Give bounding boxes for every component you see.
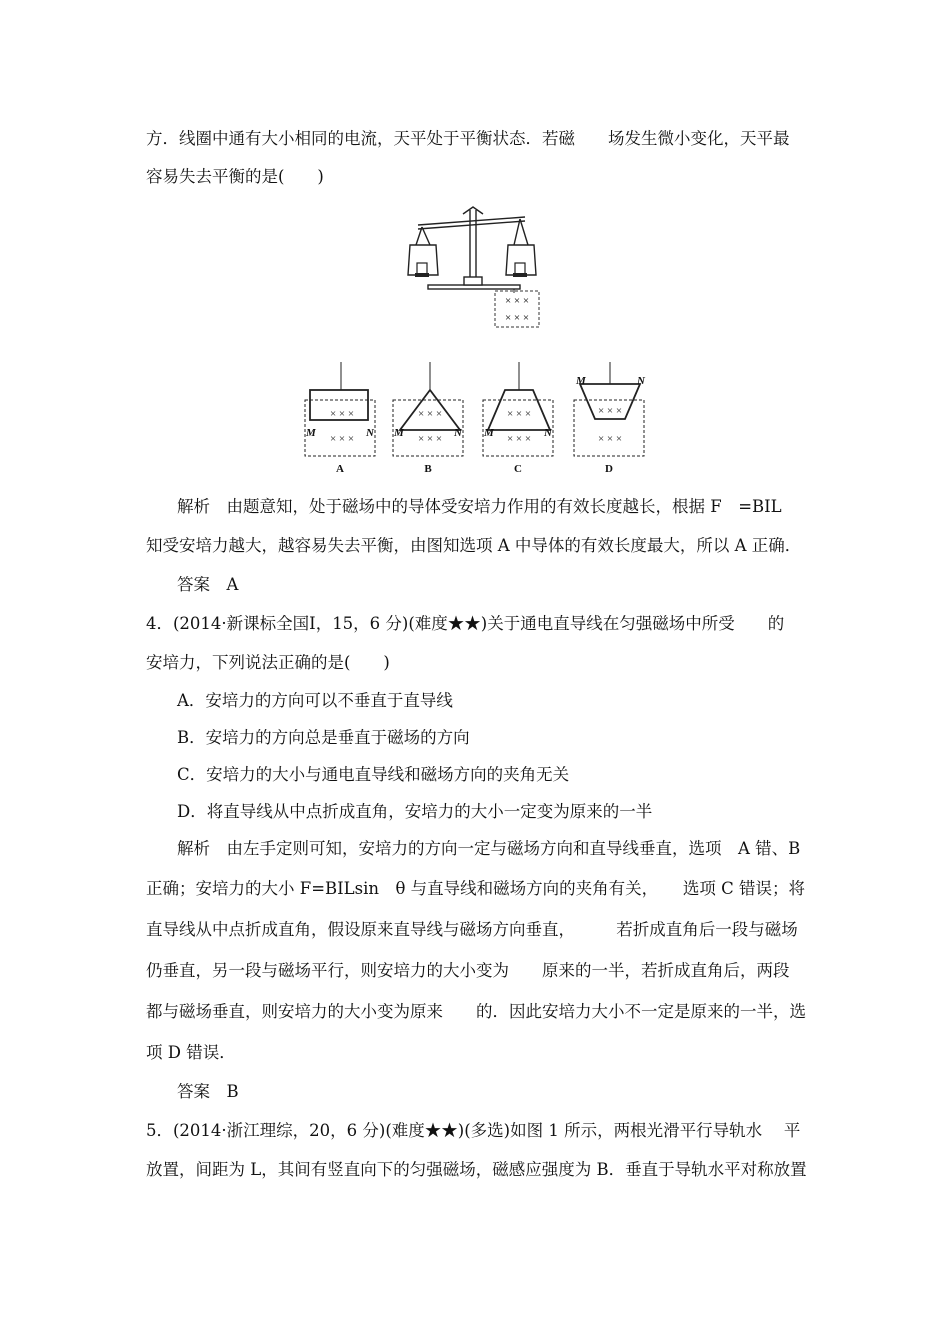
question-4-line-1: 4．(2014·新课标全国Ⅰ，15，6 分)(难度★★)关于通电直导线在匀强磁场中所受 的 — [146, 614, 785, 633]
option-4d: D．将直导线从中点折成直角，安培力的大小一定变为原来的一半 — [177, 802, 653, 821]
option-c-crosses-bottom: × × × — [506, 433, 532, 445]
option-d-letter: D — [605, 463, 613, 475]
option-d-m-label: M — [576, 375, 586, 387]
option-a-crosses-top: × × × — [329, 408, 355, 420]
option-b-crosses-bottom: × × × — [417, 433, 443, 445]
option-c-m-label: M — [484, 427, 494, 439]
option-4a: A．安培力的方向可以不垂直于直导线 — [177, 691, 453, 710]
option-a-n-label: N — [366, 427, 374, 439]
option-4c: C．安培力的大小与通电直导线和磁场方向的夹角无关 — [177, 765, 570, 784]
question-5-line-1: 5．(2014·浙江理综，20，6 分)(难度★★)(多选)如图 1 所示，两根光滑平行导轨水 平 — [146, 1121, 801, 1140]
option-b-m-label: M — [394, 427, 404, 439]
option-b-n-label: N — [454, 427, 462, 439]
options-figure — [300, 362, 680, 482]
option-a-m-label: M — [306, 427, 316, 439]
option-d-n-label: N — [637, 375, 645, 387]
analysis-4-line-4: 仍垂直，另一段与磁场平行，则安培力的大小变为 原来的一半，若折成直角后，两段 — [146, 961, 790, 980]
option-b-letter: B — [424, 463, 432, 475]
analysis-4-line-1: 解析 由左手定则可知，安培力的方向一定与磁场方向和直导线垂直，选项 A 错、B — [177, 839, 801, 858]
answer-4: 答案 B — [177, 1082, 239, 1101]
analysis-line-1: 解析 由题意知，处于磁场中的导体受安培力作用的有效长度越长，根据 F =BIL — [177, 497, 782, 516]
field-crosses-top: × × × — [504, 295, 530, 307]
option-c-n-label: N — [544, 427, 552, 439]
question-4-line-2: 安培力，下列说法正确的是( ) — [146, 653, 390, 672]
text-line-1: 方．线圈中通有大小相同的电流，天平处于平衡状态．若磁 场发生微小变化，天平最 — [146, 129, 790, 148]
option-b-crosses-top: × × × — [417, 408, 443, 420]
analysis-line-2: 知受安培力越大，越容易失去平衡，由图知选项 A 中导体的有效长度最大，所以 A 正确． — [146, 536, 802, 555]
analysis-4-line-2: 正确；安培力的大小 F=BILsin θ 与直导线和磁场方向的夹角有关， 选项 C 错误；将 — [146, 879, 806, 898]
option-a-crosses-bottom: × × × — [329, 433, 355, 445]
option-a-letter: A — [336, 463, 344, 475]
option-d-crosses-top: × × × — [597, 405, 623, 417]
option-d-crosses-bottom: × × × — [597, 433, 623, 445]
field-crosses-bottom: × × × — [504, 312, 530, 324]
answer-3: 答案 A — [177, 575, 239, 594]
text-line-2: 容易失去平衡的是( ) — [146, 167, 324, 186]
analysis-4-line-6: 项 D 错误． — [146, 1043, 236, 1062]
question-5-line-2: 放置，间距为 L，其间有竖直向下的匀强磁场，磁感应强度为 B．垂直于导轨水平对称放置 — [146, 1160, 807, 1179]
option-c-letter: C — [514, 463, 522, 475]
option-4b: B．安培力的方向总是垂直于磁场的方向 — [177, 728, 470, 747]
analysis-4-line-3: 直导线从中点折成直角，假设原来直导线与磁场方向垂直， 若折成直角后一段与磁场 — [146, 920, 798, 939]
analysis-4-line-5: 都与磁场垂直，则安培力的大小变为原来 的．因此安培力大小不一定是原来的一半，选 — [146, 1002, 806, 1021]
option-c-crosses-top: × × × — [506, 408, 532, 420]
balance-figure — [400, 205, 550, 330]
